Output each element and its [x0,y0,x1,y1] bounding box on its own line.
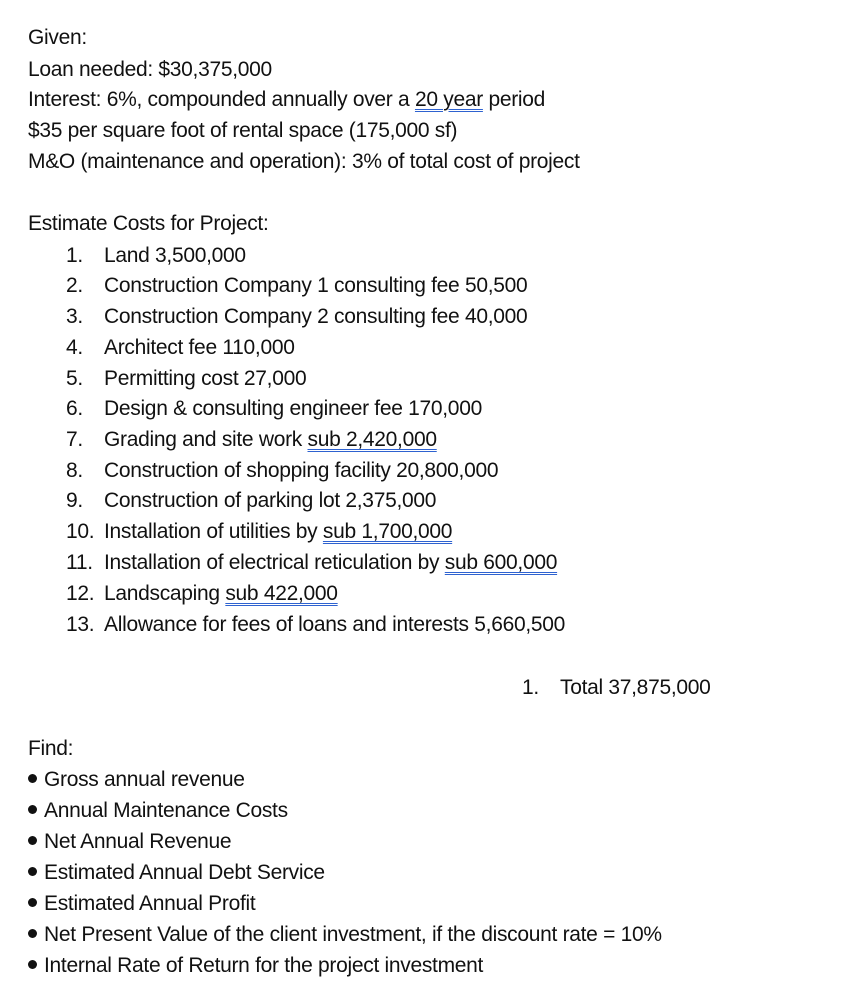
cost-item: 6. Design & consulting engineer fee 170,000 [66,397,482,420]
loan-line: Loan needed: $30,375,000 [28,58,272,81]
find-item: Estimated Annual Debt Service [28,859,325,887]
given-heading: Given: [28,26,87,49]
total-line: 1. Total 37,875,000 [522,676,711,699]
cost-item: 10. Installation of utilities by sub 1,700,000 [66,520,453,543]
cost-item: 8. Construction of shopping facility 20,800,000 [66,459,499,482]
rent-line: $35 per square foot of rental space (175,000 sf) [28,119,458,142]
grammar-flag[interactable]: 20 year [414,88,483,111]
interest-suffix: period [482,88,546,111]
grammar-flag[interactable]: sub 1,700,000 [322,520,453,543]
interest-line [28,86,545,114]
bullet-icon [28,960,37,969]
cost-item: 7. Grading and site work sub 2,420,000 [66,428,437,451]
cost-item: 1. Land 3,500,000 [66,244,246,267]
find-item: Internal Rate of Return for the project investment [28,952,483,980]
grammar-flag[interactable]: sub 2,420,000 [307,428,437,451]
cost-item: 3. Construction Company 2 consulting fee 40,000 [66,305,528,328]
cost-item: 2. Construction Company 1 consulting fee 50,500 [66,274,528,297]
bullet-icon [28,898,37,907]
cost-item: 9. Construction of parking lot 2,375,000 [66,489,437,512]
find-item: Estimated Annual Profit [28,890,255,918]
bullet-icon [28,805,37,814]
cost-item: 4. Architect fee 110,000 [66,336,295,359]
cost-item: 12. Landscaping sub 422,000 [66,582,338,605]
bullet-icon [28,836,37,845]
cost-item: 11. Installation of electrical reticulation by sub 600,000 [66,551,558,574]
cost-item: 5. Permitting cost 27,000 [66,367,307,390]
cost-item: 13. Allowance for fees of loans and interests 5,660,500 [66,613,566,636]
find-item: Net Present Value of the client investment, if the discount rate = 10% [28,921,662,949]
find-heading: Find: [28,737,74,760]
bullet-icon [28,774,37,783]
costs-heading: Estimate Costs for Project: [28,212,269,235]
find-item: Annual Maintenance Costs [28,797,288,825]
find-item: Net Annual Revenue [28,828,231,856]
mo-line: M&O (maintenance and operation): 3% of total cost of project [28,150,580,173]
bullet-icon [28,867,37,876]
grammar-flag[interactable]: sub 422,000 [225,582,338,605]
bullet-icon [28,929,37,938]
grammar-flag[interactable]: sub 600,000 [444,551,558,574]
interest-prefix: Interest: 6%, compounded annually over a [28,88,415,111]
find-item: Gross annual revenue [28,766,245,794]
